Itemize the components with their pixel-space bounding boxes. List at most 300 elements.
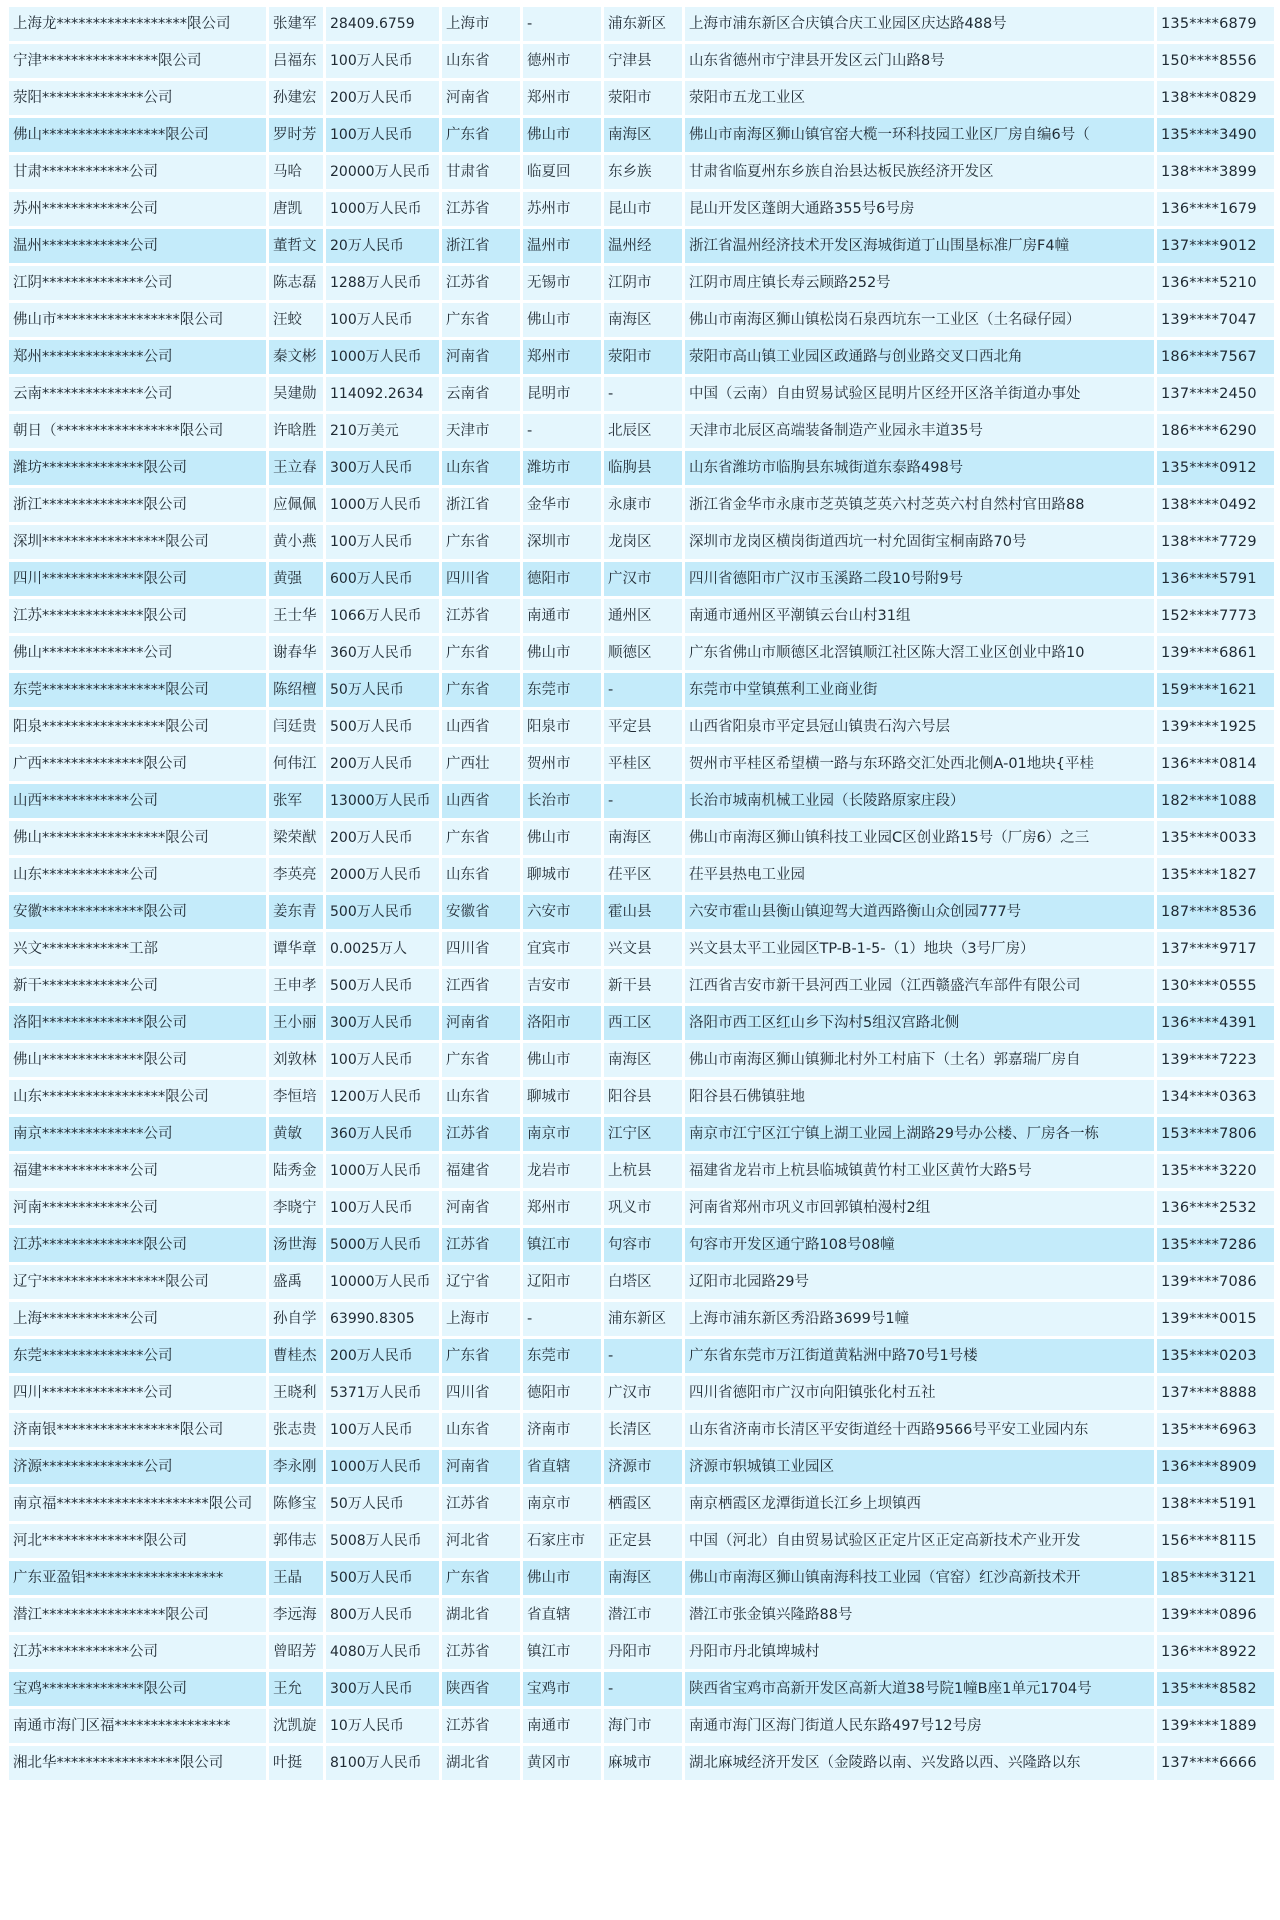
province-cell: 广东省 (442, 636, 520, 670)
address-cell: 洛阳市西工区红山乡下沟村5组汉宫路北侧 (685, 1006, 1154, 1040)
company-table (6, 4, 1277, 1783)
district-cell: 栖霞区 (604, 1487, 682, 1521)
city-cell: 省直辖 (523, 1598, 601, 1632)
district-cell: 巩义市 (604, 1191, 682, 1225)
city-cell: 镇江市 (523, 1228, 601, 1262)
province-cell: 甘肃省 (442, 155, 520, 189)
district-cell: 荥阳市 (604, 81, 682, 115)
district-cell: 平定县 (604, 710, 682, 744)
capital-cell: 20万人民币 (326, 229, 439, 263)
province-cell: 山西省 (442, 784, 520, 818)
phone-cell: 186****6290 (1157, 414, 1274, 448)
contact-cell: 李远海 (269, 1598, 323, 1632)
district-cell: 南海区 (604, 303, 682, 337)
contact-cell: 陆秀金 (269, 1154, 323, 1188)
province-cell: 山西省 (442, 710, 520, 744)
district-cell: 顺德区 (604, 636, 682, 670)
address-cell: 茌平县热电工业园 (685, 858, 1154, 892)
company-cell: 上海龙******************限公司 (9, 7, 266, 41)
city-cell: 省直辖 (523, 1450, 601, 1484)
city-cell: 昆明市 (523, 377, 601, 411)
contact-cell: 姜东青 (269, 895, 323, 929)
table-body (9, 7, 1274, 1780)
district-cell: 南海区 (604, 1043, 682, 1077)
province-cell: 山东省 (442, 1080, 520, 1114)
capital-cell: 5371万人民币 (326, 1376, 439, 1410)
contact-cell: 叶挺 (269, 1746, 323, 1780)
capital-cell: 500万人民币 (326, 710, 439, 744)
contact-cell: 应佩佩 (269, 488, 323, 522)
capital-cell: 28409.6759 (326, 7, 439, 41)
district-cell: 白塔区 (604, 1265, 682, 1299)
table-row (9, 821, 1274, 855)
phone-cell: 150****8556 (1157, 44, 1274, 78)
capital-cell: 200万人民币 (326, 821, 439, 855)
company-cell: 上海************公司 (9, 1302, 266, 1336)
address-cell: 上海市浦东新区秀沿路3699号1幢 (685, 1302, 1154, 1336)
address-cell: 浙江省温州经济技术开发区海城街道丁山围垦标准厂房F4幢 (685, 229, 1154, 263)
table-row (9, 7, 1274, 41)
city-cell: - (523, 1302, 601, 1336)
address-cell: 广东省佛山市顺德区北滘镇顺江社区陈大滘工业区创业中路10 (685, 636, 1154, 670)
city-cell: 郑州市 (523, 81, 601, 115)
address-cell: 南京栖霞区龙潭街道长江乡上坝镇西 (685, 1487, 1154, 1521)
province-cell: 江西省 (442, 969, 520, 1003)
city-cell: 南通市 (523, 1709, 601, 1743)
district-cell: - (604, 1672, 682, 1706)
contact-cell: 王小丽 (269, 1006, 323, 1040)
contact-cell: 秦文彬 (269, 340, 323, 374)
phone-cell: 135****6963 (1157, 1413, 1274, 1447)
province-cell: 山东省 (442, 858, 520, 892)
company-cell: 潜江*****************限公司 (9, 1598, 266, 1632)
province-cell: 江苏省 (442, 1487, 520, 1521)
contact-cell: 吴建勋 (269, 377, 323, 411)
city-cell: 郑州市 (523, 1191, 601, 1225)
province-cell: 浙江省 (442, 229, 520, 263)
contact-cell: 孙建宏 (269, 81, 323, 115)
contact-cell: 谭华章 (269, 932, 323, 966)
address-cell: 四川省德阳市广汉市玉溪路二段10号附9号 (685, 562, 1154, 596)
table-row (9, 673, 1274, 707)
address-cell: 山东省潍坊市临朐县东城街道东泰路498号 (685, 451, 1154, 485)
district-cell: 西工区 (604, 1006, 682, 1040)
capital-cell: 1000万人民币 (326, 340, 439, 374)
contact-cell: 陈绍檀 (269, 673, 323, 707)
capital-cell: 4080万人民币 (326, 1635, 439, 1669)
capital-cell: 1288万人民币 (326, 266, 439, 300)
province-cell: 河南省 (442, 81, 520, 115)
contact-cell: 李晓宁 (269, 1191, 323, 1225)
address-cell: 贺州市平桂区希望横一路与东环路交汇处西北侧A-01地块{平桂 (685, 747, 1154, 781)
capital-cell: 1000万人民币 (326, 1450, 439, 1484)
company-cell: 山西************公司 (9, 784, 266, 818)
contact-cell: 李永刚 (269, 1450, 323, 1484)
capital-cell: 500万人民币 (326, 1561, 439, 1595)
capital-cell: 500万人民币 (326, 895, 439, 929)
contact-cell: 闫廷贵 (269, 710, 323, 744)
company-cell: 南通市海门区福**************** (9, 1709, 266, 1743)
city-cell: 潍坊市 (523, 451, 601, 485)
table-row (9, 636, 1274, 670)
contact-cell: 王申孝 (269, 969, 323, 1003)
capital-cell: 100万人民币 (326, 525, 439, 559)
company-cell: 南京**************公司 (9, 1117, 266, 1151)
phone-cell: 138****0829 (1157, 81, 1274, 115)
address-cell: 中国（云南）自由贸易试验区昆明片区经开区洛羊街道办事处 (685, 377, 1154, 411)
contact-cell: 唐凯 (269, 192, 323, 226)
contact-cell: 许晗胜 (269, 414, 323, 448)
company-cell: 苏州************公司 (9, 192, 266, 226)
phone-cell: 135****0033 (1157, 821, 1274, 855)
district-cell: 丹阳市 (604, 1635, 682, 1669)
table-row (9, 1080, 1274, 1114)
city-cell: 郑州市 (523, 340, 601, 374)
district-cell: - (604, 1339, 682, 1373)
province-cell: 河南省 (442, 340, 520, 374)
phone-cell: 139****1889 (1157, 1709, 1274, 1743)
contact-cell: 张志贵 (269, 1413, 323, 1447)
phone-cell: 138****5191 (1157, 1487, 1274, 1521)
phone-cell: 138****0492 (1157, 488, 1274, 522)
phone-cell: 138****3899 (1157, 155, 1274, 189)
capital-cell: 500万人民币 (326, 969, 439, 1003)
district-cell: 广汉市 (604, 562, 682, 596)
district-cell: 平桂区 (604, 747, 682, 781)
phone-cell: 136****2532 (1157, 1191, 1274, 1225)
phone-cell: 135****6879 (1157, 7, 1274, 41)
capital-cell: 600万人民币 (326, 562, 439, 596)
table-row (9, 1598, 1274, 1632)
phone-cell: 153****7806 (1157, 1117, 1274, 1151)
contact-cell: 陈志磊 (269, 266, 323, 300)
contact-cell: 黄强 (269, 562, 323, 596)
address-cell: 六安市霍山县衡山镇迎驾大道西路衡山众创园777号 (685, 895, 1154, 929)
table-row (9, 81, 1274, 115)
capital-cell: 100万人民币 (326, 303, 439, 337)
city-cell: 贺州市 (523, 747, 601, 781)
capital-cell: 63990.8305 (326, 1302, 439, 1336)
phone-cell: 135****1827 (1157, 858, 1274, 892)
contact-cell: 谢春华 (269, 636, 323, 670)
table-row (9, 1561, 1274, 1595)
contact-cell: 梁荣猷 (269, 821, 323, 855)
city-cell: 辽阳市 (523, 1265, 601, 1299)
address-cell: 广东省东莞市万江街道黄粘洲中路70号1号楼 (685, 1339, 1154, 1373)
city-cell: 聊城市 (523, 1080, 601, 1114)
province-cell: 湖北省 (442, 1598, 520, 1632)
company-cell: 宝鸡**************限公司 (9, 1672, 266, 1706)
province-cell: 广东省 (442, 1561, 520, 1595)
province-cell: 河南省 (442, 1006, 520, 1040)
address-cell: 山东省德州市宁津县开发区云门山路8号 (685, 44, 1154, 78)
city-cell: 六安市 (523, 895, 601, 929)
address-cell: 河南省郑州市巩义市回郭镇柏漫村2组 (685, 1191, 1154, 1225)
phone-cell: 130****0555 (1157, 969, 1274, 1003)
city-cell: - (523, 414, 601, 448)
province-cell: 江苏省 (442, 1709, 520, 1743)
company-cell: 潍坊**************限公司 (9, 451, 266, 485)
contact-cell: 曾昭芳 (269, 1635, 323, 1669)
table-row (9, 1006, 1274, 1040)
address-cell: 荥阳市高山镇工业园区政通路与创业路交叉口西北角 (685, 340, 1154, 374)
city-cell: 东莞市 (523, 673, 601, 707)
city-cell: 无锡市 (523, 266, 601, 300)
province-cell: 上海市 (442, 7, 520, 41)
company-cell: 山东*****************限公司 (9, 1080, 266, 1114)
capital-cell: 1200万人民币 (326, 1080, 439, 1114)
city-cell: 吉安市 (523, 969, 601, 1003)
district-cell: 通州区 (604, 599, 682, 633)
address-cell: 佛山市南海区狮山镇官窑大榄一环科技园工业区厂房自编6号（ (685, 118, 1154, 152)
province-cell: 山东省 (442, 44, 520, 78)
province-cell: 四川省 (442, 932, 520, 966)
city-cell: 济南市 (523, 1413, 601, 1447)
capital-cell: 5008万人民币 (326, 1524, 439, 1558)
phone-cell: 139****0015 (1157, 1302, 1274, 1336)
company-cell: 东莞**************公司 (9, 1339, 266, 1373)
address-cell: 潜江市张金镇兴隆路88号 (685, 1598, 1154, 1632)
city-cell: 聊城市 (523, 858, 601, 892)
phone-cell: 139****7047 (1157, 303, 1274, 337)
province-cell: 云南省 (442, 377, 520, 411)
city-cell: 苏州市 (523, 192, 601, 226)
city-cell: 佛山市 (523, 1561, 601, 1595)
table-row (9, 1117, 1274, 1151)
table-row (9, 1524, 1274, 1558)
company-cell: 山东************公司 (9, 858, 266, 892)
table-row (9, 747, 1274, 781)
capital-cell: 200万人民币 (326, 747, 439, 781)
contact-cell: 马哈 (269, 155, 323, 189)
district-cell: - (604, 784, 682, 818)
phone-cell: 137****6666 (1157, 1746, 1274, 1780)
table-row (9, 192, 1274, 226)
contact-cell: 刘敦林 (269, 1043, 323, 1077)
phone-cell: 135****3220 (1157, 1154, 1274, 1188)
district-cell: 昆山市 (604, 192, 682, 226)
province-cell: 河南省 (442, 1450, 520, 1484)
district-cell: 茌平区 (604, 858, 682, 892)
table-row (9, 377, 1274, 411)
province-cell: 广东省 (442, 303, 520, 337)
company-cell: 洛阳**************限公司 (9, 1006, 266, 1040)
phone-cell: 139****7223 (1157, 1043, 1274, 1077)
city-cell: 石家庄市 (523, 1524, 601, 1558)
address-cell: 浙江省金华市永康市芝英镇芝英六村芝英六村自然村官田路88 (685, 488, 1154, 522)
capital-cell: 200万人民币 (326, 81, 439, 115)
city-cell: 洛阳市 (523, 1006, 601, 1040)
address-cell: 佛山市南海区狮山镇松岗石泉西坑东一工业区（土名碌仔园） (685, 303, 1154, 337)
province-cell: 江苏省 (442, 266, 520, 300)
city-cell: 德阳市 (523, 562, 601, 596)
phone-cell: 139****7086 (1157, 1265, 1274, 1299)
city-cell: 黄冈市 (523, 1746, 601, 1780)
phone-cell: 152****7773 (1157, 599, 1274, 633)
phone-cell: 137****9717 (1157, 932, 1274, 966)
district-cell: 东乡族 (604, 155, 682, 189)
address-cell: 南通市通州区平潮镇云台山村31组 (685, 599, 1154, 633)
table-row (9, 1302, 1274, 1336)
province-cell: 山东省 (442, 1413, 520, 1447)
phone-cell: 187****8536 (1157, 895, 1274, 929)
city-cell: 龙岩市 (523, 1154, 601, 1188)
district-cell: 南海区 (604, 118, 682, 152)
company-cell: 广东亚盈铝******************* (9, 1561, 266, 1595)
city-cell: 宝鸡市 (523, 1672, 601, 1706)
phone-cell: 135****3490 (1157, 118, 1274, 152)
capital-cell: 100万人民币 (326, 1413, 439, 1447)
table-row (9, 229, 1274, 263)
table-row (9, 1191, 1274, 1225)
phone-cell: 136****8909 (1157, 1450, 1274, 1484)
phone-cell: 137****8888 (1157, 1376, 1274, 1410)
contact-cell: 曹桂杰 (269, 1339, 323, 1373)
phone-cell: 159****1621 (1157, 673, 1274, 707)
address-cell: 兴文县太平工业园区TP-B-1-5-（1）地块（3号厂房） (685, 932, 1154, 966)
company-cell: 东莞*****************限公司 (9, 673, 266, 707)
address-cell: 东莞市中堂镇蕉利工业商业街 (685, 673, 1154, 707)
table-row (9, 1672, 1274, 1706)
capital-cell: 50万人民币 (326, 673, 439, 707)
table-row (9, 710, 1274, 744)
district-cell: 麻城市 (604, 1746, 682, 1780)
contact-cell: 何伟江 (269, 747, 323, 781)
table-row (9, 1450, 1274, 1484)
capital-cell: 300万人民币 (326, 1006, 439, 1040)
phone-cell: 139****6861 (1157, 636, 1274, 670)
company-cell: 阳泉*****************限公司 (9, 710, 266, 744)
province-cell: 四川省 (442, 1376, 520, 1410)
contact-cell: 张建军 (269, 7, 323, 41)
capital-cell: 300万人民币 (326, 451, 439, 485)
table-row (9, 1487, 1274, 1521)
capital-cell: 800万人民币 (326, 1598, 439, 1632)
district-cell: 南海区 (604, 821, 682, 855)
province-cell: 河南省 (442, 1191, 520, 1225)
city-cell: 镇江市 (523, 1635, 601, 1669)
company-cell: 兴文************工部 (9, 932, 266, 966)
company-cell: 河北**************限公司 (9, 1524, 266, 1558)
province-cell: 江苏省 (442, 599, 520, 633)
district-cell: 宁津县 (604, 44, 682, 78)
contact-cell: 李恒培 (269, 1080, 323, 1114)
table-row (9, 525, 1274, 559)
company-cell: 江苏************公司 (9, 1635, 266, 1669)
province-cell: 湖北省 (442, 1746, 520, 1780)
phone-cell: 156****8115 (1157, 1524, 1274, 1558)
capital-cell: 10万人民币 (326, 1709, 439, 1743)
province-cell: 陕西省 (442, 1672, 520, 1706)
company-cell: 云南**************公司 (9, 377, 266, 411)
district-cell: 新干县 (604, 969, 682, 1003)
capital-cell: 10000万人民币 (326, 1265, 439, 1299)
table-row (9, 266, 1274, 300)
capital-cell: 50万人民币 (326, 1487, 439, 1521)
table-row (9, 340, 1274, 374)
company-cell: 福建************公司 (9, 1154, 266, 1188)
district-cell: 龙岗区 (604, 525, 682, 559)
address-cell: 甘肃省临夏州东乡族自治县达板民族经济开发区 (685, 155, 1154, 189)
table-row (9, 1154, 1274, 1188)
contact-cell: 李英亮 (269, 858, 323, 892)
district-cell: 霍山县 (604, 895, 682, 929)
city-cell: 深圳市 (523, 525, 601, 559)
capital-cell: 13000万人民币 (326, 784, 439, 818)
district-cell: 正定县 (604, 1524, 682, 1558)
table-row (9, 303, 1274, 337)
province-cell: 安徽省 (442, 895, 520, 929)
phone-cell: 139****1925 (1157, 710, 1274, 744)
address-cell: 佛山市南海区狮山镇狮北村外工村庙下（土名）郭嘉瑞厂房自 (685, 1043, 1154, 1077)
contact-cell: 陈修宝 (269, 1487, 323, 1521)
city-cell: 德阳市 (523, 1376, 601, 1410)
contact-cell: 吕福东 (269, 44, 323, 78)
company-cell: 江苏**************限公司 (9, 1228, 266, 1262)
company-cell: 辽宁*****************限公司 (9, 1265, 266, 1299)
company-cell: 江阴**************公司 (9, 266, 266, 300)
address-cell: 南京市江宁区江宁镇上湖工业园上湖路29号办公楼、厂房各一栋 (685, 1117, 1154, 1151)
company-cell: 济源**************公司 (9, 1450, 266, 1484)
province-cell: 河北省 (442, 1524, 520, 1558)
table-row (9, 784, 1274, 818)
phone-cell: 137****2450 (1157, 377, 1274, 411)
district-cell: 济源市 (604, 1450, 682, 1484)
city-cell: 佛山市 (523, 118, 601, 152)
contact-cell: 王士华 (269, 599, 323, 633)
district-cell: - (604, 377, 682, 411)
district-cell: 江宁区 (604, 1117, 682, 1151)
capital-cell: 100万人民币 (326, 1191, 439, 1225)
company-cell: 荥阳**************公司 (9, 81, 266, 115)
province-cell: 江苏省 (442, 192, 520, 226)
city-cell: 东莞市 (523, 1339, 601, 1373)
table-row (9, 1228, 1274, 1262)
city-cell: 温州市 (523, 229, 601, 263)
company-cell: 四川**************公司 (9, 1376, 266, 1410)
company-cell: 温州************公司 (9, 229, 266, 263)
phone-cell: 135****0912 (1157, 451, 1274, 485)
province-cell: 山东省 (442, 451, 520, 485)
address-cell: 山东省济南市长清区平安街道经十西路9566号平安工业园内东 (685, 1413, 1154, 1447)
table-row (9, 1265, 1274, 1299)
address-cell: 四川省德阳市广汉市向阳镇张化村五社 (685, 1376, 1154, 1410)
capital-cell: 8100万人民币 (326, 1746, 439, 1780)
address-cell: 中国（河北）自由贸易试验区正定片区正定高新技术产业开发 (685, 1524, 1154, 1558)
address-cell: 句容市开发区通宁路108号08幢 (685, 1228, 1154, 1262)
contact-cell: 黄小燕 (269, 525, 323, 559)
table-row (9, 1376, 1274, 1410)
contact-cell: 王允 (269, 1672, 323, 1706)
company-cell: 浙江**************限公司 (9, 488, 266, 522)
phone-cell: 138****7729 (1157, 525, 1274, 559)
address-cell: 佛山市南海区狮山镇科技工业园C区创业路15号（厂房6）之三 (685, 821, 1154, 855)
phone-cell: 136****1679 (1157, 192, 1274, 226)
province-cell: 浙江省 (442, 488, 520, 522)
company-cell: 佛山市*****************限公司 (9, 303, 266, 337)
capital-cell: 300万人民币 (326, 1672, 439, 1706)
company-cell: 南京福*********************限公司 (9, 1487, 266, 1521)
table-row (9, 969, 1274, 1003)
city-cell: 阳泉市 (523, 710, 601, 744)
company-cell: 河南************公司 (9, 1191, 266, 1225)
address-cell: 江阴市周庄镇长寿云顾路252号 (685, 266, 1154, 300)
capital-cell: 100万人民币 (326, 1043, 439, 1077)
address-cell: 佛山市南海区狮山镇南海科技工业园（官窑）红沙高新技术开 (685, 1561, 1154, 1595)
district-cell: 北辰区 (604, 414, 682, 448)
phone-cell: 135****8582 (1157, 1672, 1274, 1706)
capital-cell: 5000万人民币 (326, 1228, 439, 1262)
